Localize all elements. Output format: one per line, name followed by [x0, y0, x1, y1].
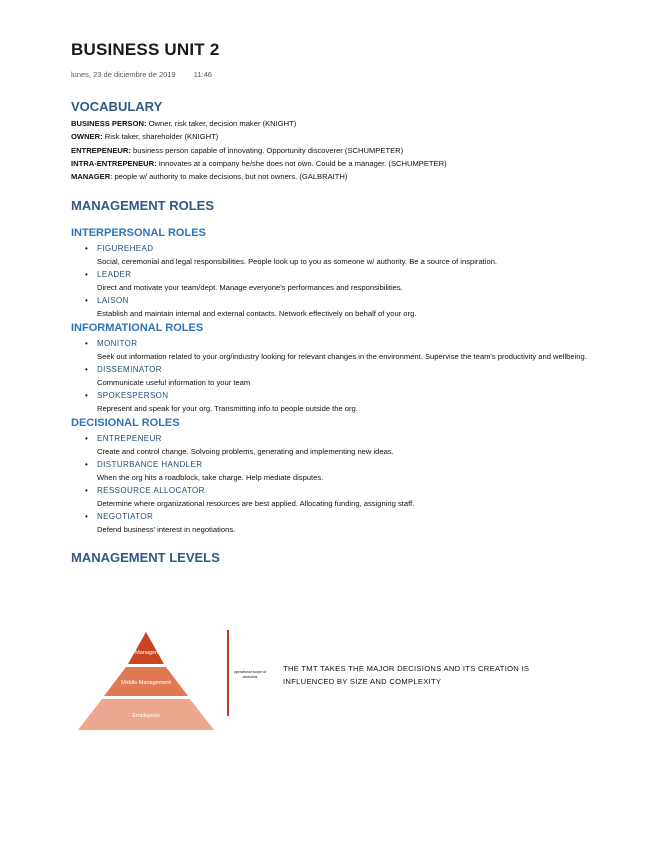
page-title: BUSINESS UNIT 2: [71, 40, 220, 59]
bullet-icon: •: [85, 270, 88, 280]
bullet-icon: •: [85, 339, 88, 349]
note-metadata: [71, 70, 631, 79]
bullet-icon: •: [85, 391, 88, 401]
interpersonal-roles: [71, 227, 631, 320]
vocab-definition: business person capable of innovating. Opportunity discoverer (SCHUMPETER): [130, 145, 404, 155]
role-name: LAISON: [97, 296, 129, 306]
pyramid-bottom-label: Employees: [132, 713, 160, 719]
role-description: Represent and speak for your org. Transmitting info to people outside the org.: [97, 404, 358, 414]
list-item: [71, 510, 631, 536]
management-levels-section: [71, 550, 631, 565]
list-item: [71, 337, 631, 363]
pyramid-chart: [71, 630, 221, 734]
list-item: [71, 242, 631, 268]
vocab-entry: [71, 170, 631, 183]
role-name: NEGOTIATOR: [97, 512, 154, 522]
vocab-definition: : people w/ authority to make decisions, but not owners. (GALBRAITH): [110, 172, 348, 182]
vocab-entry: [71, 144, 631, 157]
role-description: Communicate useful information to your team: [97, 378, 251, 388]
vocab-entry: [71, 157, 631, 170]
role-name: LEADER: [97, 270, 132, 280]
list-item: [71, 363, 631, 389]
role-name: SPOKESPERSON: [97, 391, 169, 401]
interpersonal-list: [71, 242, 631, 320]
vocab-term: BUSINESS PERSON:: [71, 119, 147, 128]
decisional-heading: DECISIONAL ROLES: [71, 417, 180, 430]
bullet-icon: •: [85, 434, 88, 444]
list-item: [71, 294, 631, 320]
vocabulary-heading: VOCABULARY: [71, 99, 163, 114]
vocab-term: OWNER:: [71, 132, 103, 142]
role-description: Social, ceremonial and legal responsibilities. People look up to you as someone w/ authority. Be a source of inspiration.: [97, 257, 498, 267]
pyramid-middle-label: Middle Management: [121, 680, 171, 686]
scope-note: operational scope of decisions: [233, 670, 267, 679]
pyramid-top-tier: [128, 632, 164, 664]
tmt-note: THE TMT TAKES THE MAJOR DECISIONS AND ITS CREATION IS INFLUENCED BY SIZE AND COMPLEXITY: [283, 664, 530, 686]
list-item: [71, 268, 631, 294]
bullet-icon: •: [85, 296, 88, 306]
vocab-definition: Owner, risk taker, decision maker (KNIGHT): [146, 119, 297, 128]
role-description: Create and control change. Solvoing problems, generating and implementing new ideas.: [97, 447, 394, 457]
vocab-definition: Risk taker, shareholder (KNIGHT): [102, 132, 219, 142]
bullet-icon: •: [85, 460, 88, 470]
note-date: lunes, 23 de diciembre de 2019: [71, 70, 176, 79]
note-time: 11:46: [193, 70, 212, 79]
management-levels-diagram: [71, 630, 631, 740]
role-name: DISSEMINATOR: [97, 365, 162, 375]
role-description: Determine where organizational resources are best applied. Allocating funding, assigning staff.: [97, 499, 415, 509]
vocab-entry: [71, 130, 631, 143]
role-name: RESSOURCE ALLOCATOR: [97, 486, 205, 496]
role-description: Seek out information related to your org/industry looking for relevant changes in the environment. Supervise the team's productivity and wellbeing.: [97, 352, 587, 362]
decisional-list: [71, 432, 631, 536]
bullet-icon: •: [85, 244, 88, 254]
vocab-term: INTRA-ENTREPENEUR:: [71, 158, 157, 168]
role-name: FIGUREHEAD: [97, 244, 154, 254]
informational-heading: INFORMATIONAL ROLES: [71, 322, 204, 335]
role-description: When the org hits a roadblock, take charge. Help mediate disputes.: [97, 473, 324, 483]
vocab-term: ENTREPENEUR:: [71, 145, 131, 155]
role-name: MONITOR: [97, 339, 138, 349]
role-description: Defend business' interest in negotiations.: [97, 525, 236, 535]
role-name: ENTREPENEUR: [97, 434, 162, 444]
vocabulary-list: [71, 117, 631, 183]
decisional-roles: [71, 417, 631, 536]
list-item: [71, 484, 631, 510]
management-roles-heading: MANAGEMENT ROLES: [71, 198, 214, 214]
vocab-term: MANAGER: [71, 172, 111, 182]
management-roles-section: [71, 198, 631, 536]
role-description: Direct and motivate your team/dept. Manage everyone's performances and responsibilities.: [97, 283, 403, 293]
role-name: DISTURBANCE HANDLER: [97, 460, 203, 470]
vocab-entry: [71, 117, 631, 130]
bullet-icon: •: [85, 365, 88, 375]
pyramid-top-label: Top Management: [124, 650, 168, 656]
vocab-definition: Innovates at a company he/she does not own. Could be a manager. (SCHUMPETER): [156, 158, 447, 168]
document-page: [71, 40, 631, 565]
management-levels-heading: MANAGEMENT LEVELS: [71, 550, 220, 566]
bullet-icon: •: [85, 486, 88, 496]
list-item: [71, 458, 631, 484]
list-item: [71, 432, 631, 458]
scope-divider-line: [227, 630, 229, 716]
informational-list: [71, 337, 631, 415]
vocabulary-section: [71, 99, 631, 183]
role-description: Establish and maintain internal and external contacts. Network effectively on behalf of your org.: [97, 309, 417, 319]
interpersonal-heading: INTERPERSONAL ROLES: [71, 227, 206, 240]
informational-roles: [71, 322, 631, 415]
list-item: [71, 389, 631, 415]
bullet-icon: •: [85, 512, 88, 522]
